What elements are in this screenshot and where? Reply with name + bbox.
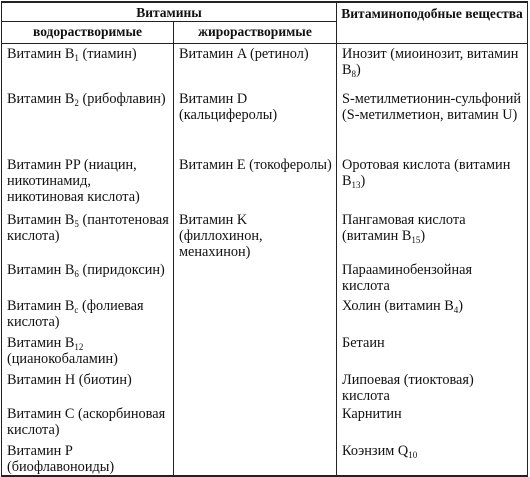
table-row: [2, 441, 528, 476]
cell-vitamin-like: Липоевая (тиоктовая) кислота: [337, 370, 528, 404]
cell-water-soluble: Витамин $B_1$ (тиамин): [2, 44, 174, 89]
table-row: [2, 370, 528, 404]
table-row: [2, 260, 528, 296]
header-row-top: [2, 2, 528, 22]
cell-vitamin-like: Карнитин: [337, 404, 528, 441]
cell-vitamin-like: Коэнзим $Q_{10}$: [337, 441, 528, 476]
cell-water-soluble: Витамин $B_{12}$ (цианокобаламин): [2, 333, 174, 370]
table-row: [2, 155, 528, 210]
table-row: [2, 296, 528, 333]
table-row: [2, 89, 528, 155]
cell-water-soluble: Витамин PP (ниацин, никотинамид, никотиновая кислота): [2, 155, 174, 210]
table-row: [2, 333, 528, 370]
cell-water-soluble: Витамин H (биотин): [2, 370, 174, 404]
cell-water-soluble: Витамин C (аскорбиновая кислота): [2, 404, 174, 441]
cell-fat-soluble: [174, 296, 337, 333]
cell-water-soluble: Витамин $B_2$ (рибофлавин): [2, 89, 174, 155]
table-row: [2, 44, 528, 89]
cell-fat-soluble: [174, 370, 337, 404]
header-vitamin-like: Витаминоподобные вещества: [337, 2, 528, 44]
cell-vitamin-like: Инозит (миоинозит, витамин $B_8$): [337, 44, 528, 89]
cell-water-soluble: Витамин $B_6$ (пиридоксин): [2, 260, 174, 296]
header-water-soluble: водорастворимые: [2, 22, 174, 44]
table-row: [2, 210, 528, 260]
cell-fat-soluble: Витамин D (кальциферолы): [174, 89, 337, 155]
cell-fat-soluble: [174, 333, 337, 370]
cell-fat-soluble: Витамин A (ретинол): [174, 44, 337, 89]
cell-water-soluble: Витамин $B_c$ (фолиевая кислота): [2, 296, 174, 333]
vitamins-table: [1, 1, 528, 477]
cell-fat-soluble: [174, 404, 337, 441]
cell-vitamin-like: Парааминобензойная кислота: [337, 260, 528, 296]
cell-vitamin-like: Пангамовая кислота (витамин $B_{15}$): [337, 210, 528, 260]
header-vitamins: Витамины: [2, 2, 337, 22]
cell-vitamin-like: S-метилметионин-сульфоний (S-метилметион, витамин U): [337, 89, 528, 155]
cell-fat-soluble: [174, 260, 337, 296]
table-row: [2, 404, 528, 441]
cell-vitamin-like: Холин (витамин $B_4$): [337, 296, 528, 333]
cell-fat-soluble: Витамин E (токоферолы): [174, 155, 337, 210]
cell-water-soluble: Витамин P (биофлавоноиды): [2, 441, 174, 476]
cell-fat-soluble: [174, 441, 337, 476]
cell-fat-soluble: Витамин K (филлохинон, менахинон): [174, 210, 337, 260]
cell-water-soluble: Витамин $B_5$ (пантотеновая кислота): [2, 210, 174, 260]
cell-vitamin-like: Оротовая кислота (витамин $B_{13}$): [337, 155, 528, 210]
cell-vitamin-like: Бетаин: [337, 333, 528, 370]
header-fat-soluble: жирорастворимые: [174, 22, 337, 44]
